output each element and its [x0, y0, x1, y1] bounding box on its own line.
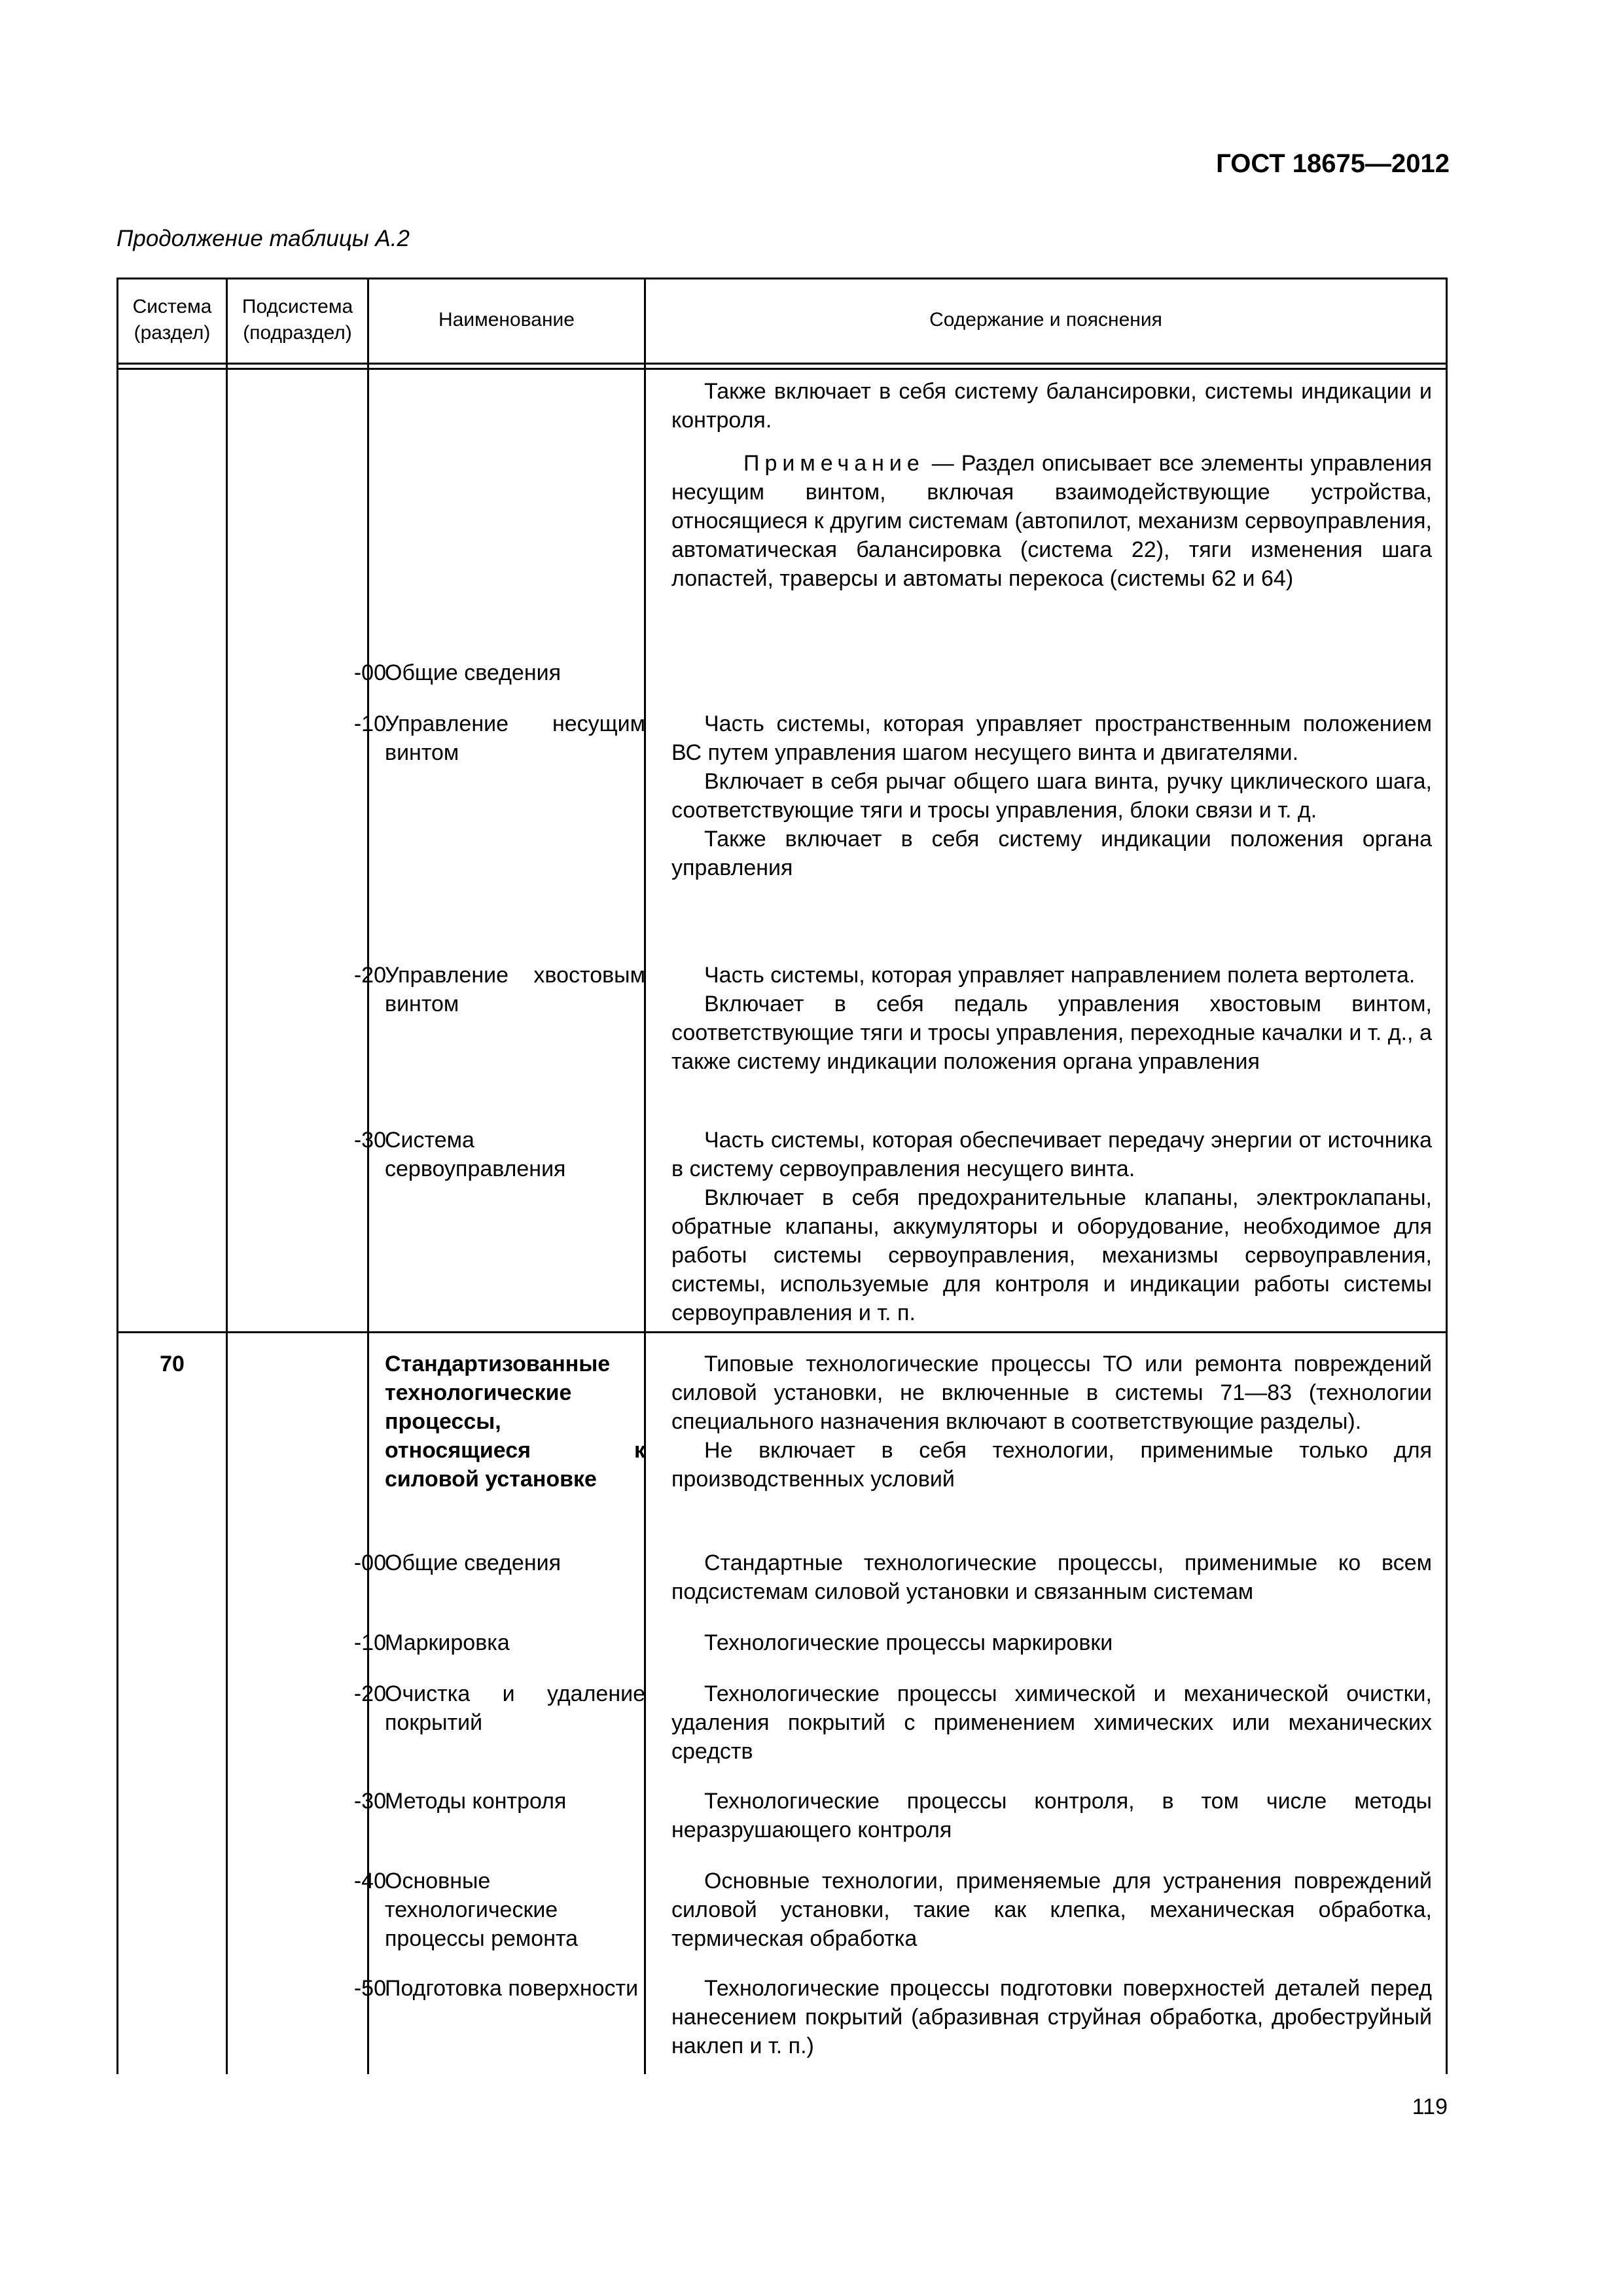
subsystem-code: -50 — [353, 1976, 386, 2001]
table-caption: Продолжение таблицы А.2 — [116, 226, 410, 251]
subsystem-code: -20 — [353, 963, 386, 988]
subsystem-code: -30 — [353, 1128, 386, 1153]
subsystem-code: -00 — [353, 660, 386, 685]
content-paragraph: Включает в себя рычаг общего шага винта, ручку циклического шага, соответствующие тяги и тросы управления, блоки связи и т. д. — [671, 769, 1432, 823]
classification-table — [116, 278, 1448, 2074]
subsystem-content — [671, 1126, 1432, 1327]
subsystem-code: -30 — [353, 1789, 386, 1814]
subsystem-name: Методы контроля — [385, 1789, 567, 1814]
header-system: Система (раздел) — [132, 296, 212, 344]
system-name: Стандартизованные технологические процессы, относящиеся к силовой установке — [385, 1352, 645, 1492]
subsystem-content — [671, 1867, 1432, 1953]
content-paragraph: Технологические процессы подготовки поверхностей деталей перед нанесением покрытий (абразивная струйная обработка, дробеструйный наклеп и т. п.) — [671, 1976, 1432, 2058]
header-divider-double — [116, 368, 1448, 370]
page-number: 119 — [1412, 2094, 1448, 2119]
subsystem-content — [671, 1679, 1432, 1766]
content-paragraph: Типовые технологические процессы ТО или ремонта повреждений силовой установки, не включенные в системы 71—83 (технологии специального назначения включают в соответствующие разделы). — [671, 1352, 1432, 1434]
header-name: Наименование — [438, 309, 575, 331]
subsystem-content — [671, 961, 1432, 1076]
content-paragraph: Часть системы, которая управляет направлением полета вертолета. — [704, 963, 1416, 988]
subsystem-content — [671, 709, 1432, 882]
table-row-continuation — [671, 377, 1432, 593]
standard-designation: ГОСТ 18675—2012 — [1216, 149, 1450, 178]
system-content — [671, 1350, 1432, 1494]
subsystem-name: Основные технологические процессы ремонта — [385, 1869, 579, 1951]
subsystem-name: Система сервоуправления — [385, 1128, 566, 1181]
subsystem-name: Очистка и удаление покрытий — [385, 1681, 645, 1735]
header-content: Содержание и пояснения — [929, 309, 1162, 331]
subsystem-code: -10 — [353, 711, 386, 736]
content-paragraph: Часть системы, которая обеспечивает передачу энергии от источника в систему сервоуправления несущего винта. — [671, 1128, 1432, 1181]
subsystem-name: Общие сведения — [385, 660, 562, 685]
subsystem-code: -20 — [353, 1681, 386, 1706]
header-subsystem: Подсистема (подраздел) — [241, 296, 353, 344]
column-border-right — [1446, 278, 1448, 2074]
subsystem-code: -10 — [353, 1630, 386, 1655]
content-paragraph: Технологические процессы химической и механической очистки, удаления покрытий с применением химических или механических средств — [671, 1681, 1432, 1764]
content-paragraph: Не включает в себя технологии, применимые только для производственных условий — [671, 1438, 1432, 1492]
subsystem-name: Общие сведения — [385, 1551, 562, 1575]
subsystem-content — [671, 1787, 1432, 1844]
content-paragraph: Основные технологии, применяемые для устранения повреждений силовой установки, такие как клепка, механическая обработка, термическая обработка — [671, 1869, 1432, 1951]
note-paragraph — [671, 449, 1432, 593]
content-paragraph: Часть системы, которая управляет пространственным положением ВС путем управления шагом несущего винта и двигателями. — [671, 711, 1432, 765]
subsystem-content — [671, 1974, 1432, 2060]
content-paragraph: Технологические процессы контроля, в том числе методы неразрушающего контроля — [671, 1789, 1432, 1842]
column-border-left — [116, 278, 118, 2074]
subsystem-name: Подготовка поверхности — [385, 1976, 639, 2001]
content-paragraph: Также включает в себя систему балансировки, системы индикации и контроля. — [671, 379, 1432, 433]
system-code: 70 — [160, 1352, 185, 1376]
subsystem-name: Управление несущим винтом — [385, 711, 645, 765]
note-text: — Раздел описывает все элементы управления несущим винтом, включая взаимодействующие устройства, относящиеся к другим системам (автопилот, механизм сервоуправления, автоматическая балансировка (система 22), тяги изменения шага лопастей, траверсы и автоматы перекоса (системы 62 и 64) — [671, 451, 1432, 591]
header-divider — [116, 363, 1448, 365]
column-border-1 — [226, 278, 228, 2074]
content-paragraph: Стандартные технологические процессы, применимые ко всем подсистемам силовой установки и связанным системам — [671, 1551, 1432, 1604]
note-label: Примечание — [743, 451, 925, 476]
subsystem-name: Управление хвостовым винтом — [385, 963, 645, 1016]
subsystem-name: Маркировка — [385, 1630, 510, 1655]
content-paragraph: Также включает в себя систему индикации положения органа управления — [671, 827, 1432, 880]
content-paragraph: Включает в себя предохранительные клапаны, электроклапаны, обратные клапаны, аккумуляторы и оборудование, необходимое для работы системы сервоуправления, механизмы сервоуправления, системы, используемые для контроля и индикации работы системы сервоуправления и т. п. — [671, 1185, 1432, 1325]
content-paragraph: Включает в себя педаль управления хвостовым винтом, соответствующие тяги и тросы управления, переходные качалки и т. д., а также систему индикации положения органа управления — [671, 992, 1432, 1074]
section-divider — [116, 1331, 1448, 1333]
subsystem-content — [671, 1549, 1432, 1606]
subsystem-code: -00 — [353, 1551, 386, 1575]
content-paragraph: Технологические процессы маркировки — [704, 1630, 1113, 1655]
subsystem-code: -40 — [353, 1869, 386, 1893]
subsystem-content — [671, 1628, 1432, 1657]
